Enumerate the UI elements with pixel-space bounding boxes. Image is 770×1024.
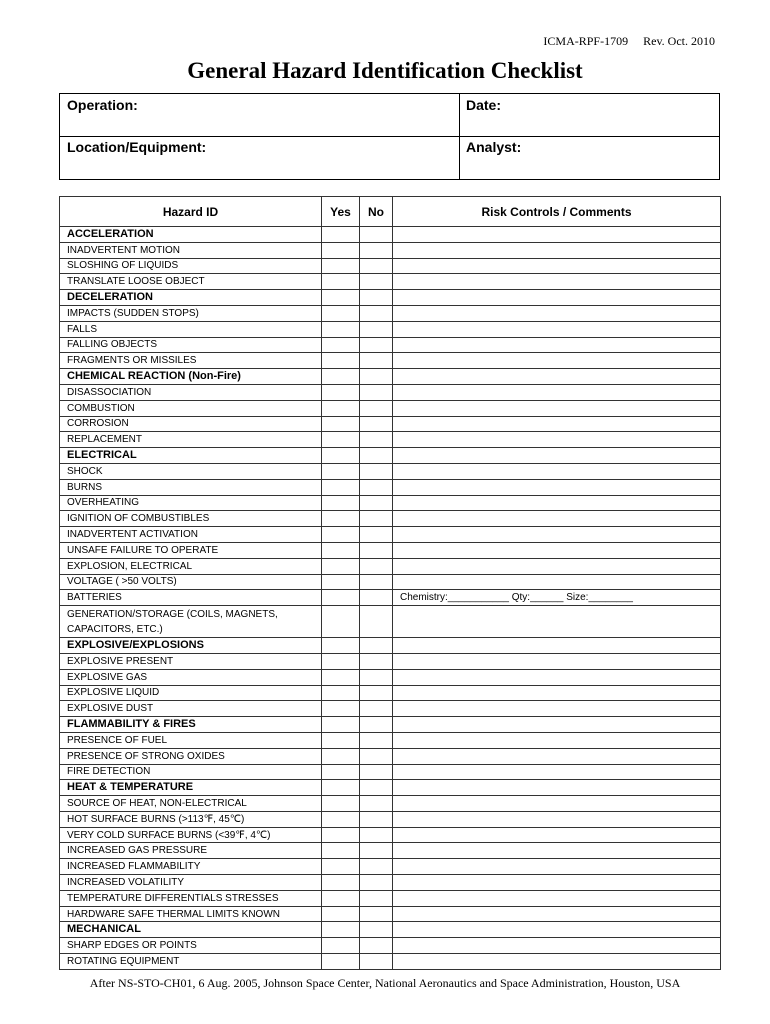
comment-cell[interactable]	[393, 558, 721, 574]
no-checkbox-cell[interactable]	[360, 780, 393, 796]
yes-checkbox-cell[interactable]	[322, 337, 360, 353]
no-checkbox-cell[interactable]	[360, 796, 393, 812]
no-checkbox-cell[interactable]	[360, 274, 393, 290]
category-label: CHEMICAL REACTION (Non-Fire)	[60, 369, 322, 385]
comment-cell[interactable]	[393, 811, 721, 827]
no-checkbox-cell[interactable]	[360, 290, 393, 306]
yes-checkbox-cell[interactable]	[322, 780, 360, 796]
no-checkbox-cell[interactable]	[360, 827, 393, 843]
category-row	[60, 638, 721, 654]
yes-checkbox-cell[interactable]	[322, 843, 360, 859]
hazard-label: IGNITION OF COMBUSTIBLES	[60, 511, 322, 527]
no-checkbox-cell[interactable]	[360, 954, 393, 970]
yes-checkbox-cell[interactable]	[322, 495, 360, 511]
no-checkbox-cell[interactable]	[360, 558, 393, 574]
comment-cell[interactable]	[393, 685, 721, 701]
document-id	[543, 34, 715, 49]
no-checkbox-cell[interactable]	[360, 511, 393, 527]
no-checkbox-cell[interactable]	[360, 400, 393, 416]
hazard-label: HOT SURFACE BURNS (>113℉, 45℃)	[60, 811, 322, 827]
doc-number: ICMA-RPF-1709	[543, 34, 629, 48]
table-row	[60, 764, 721, 780]
comment-cell[interactable]	[393, 479, 721, 495]
table-row	[60, 827, 721, 843]
yes-checkbox-cell[interactable]	[322, 890, 360, 906]
category-label: FLAMMABILITY & FIRES	[60, 717, 322, 733]
no-checkbox-cell[interactable]	[360, 922, 393, 938]
yes-checkbox-cell[interactable]	[322, 274, 360, 290]
category-label: ELECTRICAL	[60, 448, 322, 464]
hazard-checklist-table	[59, 196, 721, 970]
comment-cell[interactable]	[393, 922, 721, 938]
table-row	[60, 463, 721, 479]
hazard-label: FRAGMENTS OR MISSILES	[60, 353, 322, 369]
comment-cell[interactable]	[393, 527, 721, 543]
yes-checkbox-cell[interactable]	[322, 558, 360, 574]
yes-checkbox-cell[interactable]	[322, 400, 360, 416]
comment-cell[interactable]	[393, 875, 721, 891]
comment-cell[interactable]	[393, 463, 721, 479]
table-row	[60, 353, 721, 369]
hazard-label: IMPACTS (SUDDEN STOPS)	[60, 305, 322, 321]
table-row	[60, 321, 721, 337]
yes-checkbox-cell[interactable]	[322, 448, 360, 464]
yes-checkbox-cell[interactable]	[322, 669, 360, 685]
yes-checkbox-cell[interactable]	[322, 416, 360, 432]
no-checkbox-cell[interactable]	[360, 258, 393, 274]
no-checkbox-cell[interactable]	[360, 353, 393, 369]
table-row	[60, 558, 721, 574]
table-row	[60, 938, 721, 954]
category-row	[60, 448, 721, 464]
table-row	[60, 606, 721, 638]
yes-checkbox-cell[interactable]	[322, 305, 360, 321]
no-checkbox-cell[interactable]	[360, 859, 393, 875]
hazard-label: EXPLOSIVE GAS	[60, 669, 322, 685]
table-row	[60, 479, 721, 495]
yes-checkbox-cell[interactable]	[322, 764, 360, 780]
category-label: DECELERATION	[60, 290, 322, 306]
location-equipment-label: Location/Equipment:	[67, 139, 207, 155]
no-checkbox-cell[interactable]	[360, 369, 393, 385]
comment-cell[interactable]	[393, 448, 721, 464]
yes-checkbox-cell[interactable]	[322, 906, 360, 922]
yes-checkbox-cell[interactable]	[322, 432, 360, 448]
table-row	[60, 495, 721, 511]
yes-checkbox-cell[interactable]	[322, 384, 360, 400]
yes-checkbox-cell[interactable]	[322, 511, 360, 527]
hazard-label: BATTERIES	[60, 590, 322, 606]
comment-cell[interactable]	[393, 701, 721, 717]
column-header-hazard-id: Hazard ID	[60, 197, 322, 227]
date-label: Date:	[466, 97, 502, 113]
hazard-label: OVERHEATING	[60, 495, 322, 511]
yes-checkbox-cell[interactable]	[322, 606, 360, 638]
hazard-label: ROTATING EQUIPMENT	[60, 954, 322, 970]
hazard-label: EXPLOSION, ELECTRICAL	[60, 558, 322, 574]
hazard-label: REPLACEMENT	[60, 432, 322, 448]
comment-cell[interactable]	[393, 843, 721, 859]
table-row	[60, 796, 721, 812]
analyst-field[interactable]	[459, 136, 721, 179]
comment-cell[interactable]	[393, 400, 721, 416]
no-checkbox-cell[interactable]	[360, 432, 393, 448]
comment-cell[interactable]	[393, 511, 721, 527]
column-header-no: No	[360, 197, 393, 227]
hazard-label: UNSAFE FAILURE TO OPERATE	[60, 542, 322, 558]
comment-cell[interactable]	[393, 227, 721, 243]
no-checkbox-cell[interactable]	[360, 448, 393, 464]
hazard-label: COMBUSTION	[60, 400, 322, 416]
table-row	[60, 574, 721, 590]
table-row	[60, 843, 721, 859]
yes-checkbox-cell[interactable]	[322, 653, 360, 669]
yes-checkbox-cell[interactable]	[322, 290, 360, 306]
comment-cell[interactable]	[393, 890, 721, 906]
comment-cell[interactable]	[393, 827, 721, 843]
yes-checkbox-cell[interactable]	[322, 701, 360, 717]
table-row	[60, 875, 721, 891]
table-row	[60, 859, 721, 875]
category-label: ACCELERATION	[60, 227, 322, 243]
category-row	[60, 227, 721, 243]
yes-checkbox-cell[interactable]	[322, 859, 360, 875]
hazard-label: TRANSLATE LOOSE OBJECT	[60, 274, 322, 290]
yes-checkbox-cell[interactable]	[322, 732, 360, 748]
category-label: MECHANICAL	[60, 922, 322, 938]
no-checkbox-cell[interactable]	[360, 875, 393, 891]
comment-cell[interactable]	[393, 954, 721, 970]
no-checkbox-cell[interactable]	[360, 227, 393, 243]
hazard-label: TEMPERATURE DIFFERENTIALS STRESSES	[60, 890, 322, 906]
table-row	[60, 748, 721, 764]
comment-cell[interactable]	[393, 606, 721, 638]
hazard-label: EXPLOSIVE LIQUID	[60, 685, 322, 701]
yes-checkbox-cell[interactable]	[322, 748, 360, 764]
table-row	[60, 701, 721, 717]
table-row	[60, 432, 721, 448]
doc-revision: Rev. Oct. 2010	[643, 34, 715, 48]
hazard-label: INCREASED VOLATILITY	[60, 875, 322, 891]
table-row	[60, 732, 721, 748]
category-row	[60, 780, 721, 796]
yes-checkbox-cell[interactable]	[322, 242, 360, 258]
comment-cell[interactable]	[393, 938, 721, 954]
yes-checkbox-cell[interactable]	[322, 353, 360, 369]
table-row	[60, 416, 721, 432]
hazard-label: DISASSOCIATION	[60, 384, 322, 400]
column-header-yes: Yes	[322, 197, 360, 227]
yes-checkbox-cell[interactable]	[322, 954, 360, 970]
comment-cell[interactable]	[393, 290, 721, 306]
no-checkbox-cell[interactable]	[360, 717, 393, 733]
no-checkbox-cell[interactable]	[360, 321, 393, 337]
yes-checkbox-cell[interactable]	[322, 479, 360, 495]
comment-cell[interactable]	[393, 542, 721, 558]
comment-cell[interactable]	[393, 274, 721, 290]
yes-checkbox-cell[interactable]	[322, 463, 360, 479]
category-row	[60, 290, 721, 306]
yes-checkbox-cell[interactable]	[322, 685, 360, 701]
hazard-label: GENERATION/STORAGE (COILS, MAGNETS, CAPACITORS, ETC.)	[60, 606, 322, 638]
no-checkbox-cell[interactable]	[360, 384, 393, 400]
table-row	[60, 400, 721, 416]
no-checkbox-cell[interactable]	[360, 938, 393, 954]
no-checkbox-cell[interactable]	[360, 764, 393, 780]
hazard-label: INCREASED FLAMMABILITY	[60, 859, 322, 875]
hazard-label: SLOSHING OF LIQUIDS	[60, 258, 322, 274]
comment-cell[interactable]	[393, 416, 721, 432]
yes-checkbox-cell[interactable]	[322, 258, 360, 274]
hazard-label: FALLS	[60, 321, 322, 337]
comment-cell[interactable]	[393, 258, 721, 274]
no-checkbox-cell[interactable]	[360, 748, 393, 764]
yes-checkbox-cell[interactable]	[322, 796, 360, 812]
no-checkbox-cell[interactable]	[360, 479, 393, 495]
category-row	[60, 717, 721, 733]
comment-cell[interactable]	[393, 653, 721, 669]
no-checkbox-cell[interactable]	[360, 574, 393, 590]
no-checkbox-cell[interactable]	[360, 843, 393, 859]
operation-field[interactable]	[60, 94, 459, 136]
date-field[interactable]	[459, 94, 721, 136]
table-row	[60, 669, 721, 685]
hazard-label: BURNS	[60, 479, 322, 495]
comment-cell[interactable]	[393, 780, 721, 796]
column-header-comments: Risk Controls / Comments	[393, 197, 721, 227]
comment-cell[interactable]	[393, 353, 721, 369]
no-checkbox-cell[interactable]	[360, 542, 393, 558]
no-checkbox-cell[interactable]	[360, 732, 393, 748]
comment-cell[interactable]	[393, 796, 721, 812]
hazard-label: FALLING OBJECTS	[60, 337, 322, 353]
no-checkbox-cell[interactable]	[360, 669, 393, 685]
hazard-label: INADVERTENT ACTIVATION	[60, 527, 322, 543]
category-label: EXPLOSIVE/EXPLOSIONS	[60, 638, 322, 654]
table-row	[60, 242, 721, 258]
hazard-label: PRESENCE OF STRONG OXIDES	[60, 748, 322, 764]
footer-citation: After NS-STO-CH01, 6 Aug. 2005, Johnson Space Center, National Aeronautics and Space Administration, Houston, USA	[89, 976, 681, 990]
hazard-label: PRESENCE OF FUEL	[60, 732, 322, 748]
yes-checkbox-cell[interactable]	[322, 527, 360, 543]
yes-checkbox-cell[interactable]	[322, 638, 360, 654]
no-checkbox-cell[interactable]	[360, 495, 393, 511]
no-checkbox-cell[interactable]	[360, 685, 393, 701]
comment-cell[interactable]	[393, 717, 721, 733]
yes-checkbox-cell[interactable]	[322, 717, 360, 733]
category-row	[60, 369, 721, 385]
analyst-label: Analyst:	[466, 139, 522, 155]
no-checkbox-cell[interactable]	[360, 463, 393, 479]
yes-checkbox-cell[interactable]	[322, 875, 360, 891]
yes-checkbox-cell[interactable]	[322, 369, 360, 385]
hazard-label: HARDWARE SAFE THERMAL LIMITS KNOWN	[60, 906, 322, 922]
table-row	[60, 542, 721, 558]
no-checkbox-cell[interactable]	[360, 906, 393, 922]
comment-cell[interactable]	[393, 321, 721, 337]
yes-checkbox-cell[interactable]	[322, 542, 360, 558]
checklist-body	[60, 227, 721, 970]
comment-cell[interactable]	[393, 669, 721, 685]
comment-cell[interactable]	[393, 432, 721, 448]
table-row	[60, 274, 721, 290]
location-equipment-field[interactable]	[60, 136, 459, 179]
comment-cell[interactable]	[393, 337, 721, 353]
yes-checkbox-cell[interactable]	[322, 922, 360, 938]
category-label: HEAT & TEMPERATURE	[60, 780, 322, 796]
comment-cell[interactable]	[393, 859, 721, 875]
comment-cell[interactable]	[393, 369, 721, 385]
no-checkbox-cell[interactable]	[360, 527, 393, 543]
comment-cell[interactable]	[393, 906, 721, 922]
table-row	[60, 258, 721, 274]
hazard-label: EXPLOSIVE PRESENT	[60, 653, 322, 669]
comment-cell[interactable]	[393, 384, 721, 400]
comment-cell[interactable]	[393, 748, 721, 764]
yes-checkbox-cell[interactable]	[322, 811, 360, 827]
yes-checkbox-cell[interactable]	[322, 590, 360, 606]
no-checkbox-cell[interactable]	[360, 653, 393, 669]
hazard-label: INADVERTENT MOTION	[60, 242, 322, 258]
hazard-label: FIRE DETECTION	[60, 764, 322, 780]
hazard-label: VOLTAGE ( >50 VOLTS)	[60, 574, 322, 590]
yes-checkbox-cell[interactable]	[322, 227, 360, 243]
no-checkbox-cell[interactable]	[360, 242, 393, 258]
no-checkbox-cell[interactable]	[360, 337, 393, 353]
table-row	[60, 685, 721, 701]
table-row	[60, 527, 721, 543]
comment-cell[interactable]: Chemistry:___________ Qty:______ Size:________	[393, 590, 721, 606]
table-row	[60, 653, 721, 669]
table-row	[60, 511, 721, 527]
comment-cell[interactable]	[393, 732, 721, 748]
no-checkbox-cell[interactable]	[360, 606, 393, 638]
table-row	[60, 954, 721, 970]
operation-label: Operation:	[67, 97, 138, 113]
hazard-label: SHARP EDGES OR POINTS	[60, 938, 322, 954]
no-checkbox-cell[interactable]	[360, 638, 393, 654]
yes-checkbox-cell[interactable]	[322, 574, 360, 590]
hazard-label: SHOCK	[60, 463, 322, 479]
table-header-row	[60, 197, 721, 227]
yes-checkbox-cell[interactable]	[322, 321, 360, 337]
comment-cell[interactable]	[393, 574, 721, 590]
table-row	[60, 811, 721, 827]
no-checkbox-cell[interactable]	[360, 416, 393, 432]
no-checkbox-cell[interactable]	[360, 811, 393, 827]
hazard-label: EXPLOSIVE DUST	[60, 701, 322, 717]
table-row	[60, 906, 721, 922]
comment-cell[interactable]	[393, 305, 721, 321]
table-row	[60, 890, 721, 906]
table-row	[60, 305, 721, 321]
hazard-label: INCREASED GAS PRESSURE	[60, 843, 322, 859]
page-title: General Hazard Identification Checklist	[187, 58, 583, 83]
comment-cell[interactable]	[393, 495, 721, 511]
table-row	[60, 590, 721, 606]
comment-cell[interactable]	[393, 638, 721, 654]
hazard-label: CORROSION	[60, 416, 322, 432]
hazard-label: SOURCE OF HEAT, NON-ELECTRICAL	[60, 796, 322, 812]
no-checkbox-cell[interactable]	[360, 890, 393, 906]
info-table	[59, 93, 720, 180]
comment-cell[interactable]	[393, 242, 721, 258]
no-checkbox-cell[interactable]	[360, 305, 393, 321]
no-checkbox-cell[interactable]	[360, 701, 393, 717]
category-row	[60, 922, 721, 938]
no-checkbox-cell[interactable]	[360, 590, 393, 606]
table-row	[60, 337, 721, 353]
table-row	[60, 384, 721, 400]
yes-checkbox-cell[interactable]	[322, 827, 360, 843]
hazard-label: VERY COLD SURFACE BURNS (<39℉, 4℃)	[60, 827, 322, 843]
comment-cell[interactable]	[393, 764, 721, 780]
yes-checkbox-cell[interactable]	[322, 938, 360, 954]
